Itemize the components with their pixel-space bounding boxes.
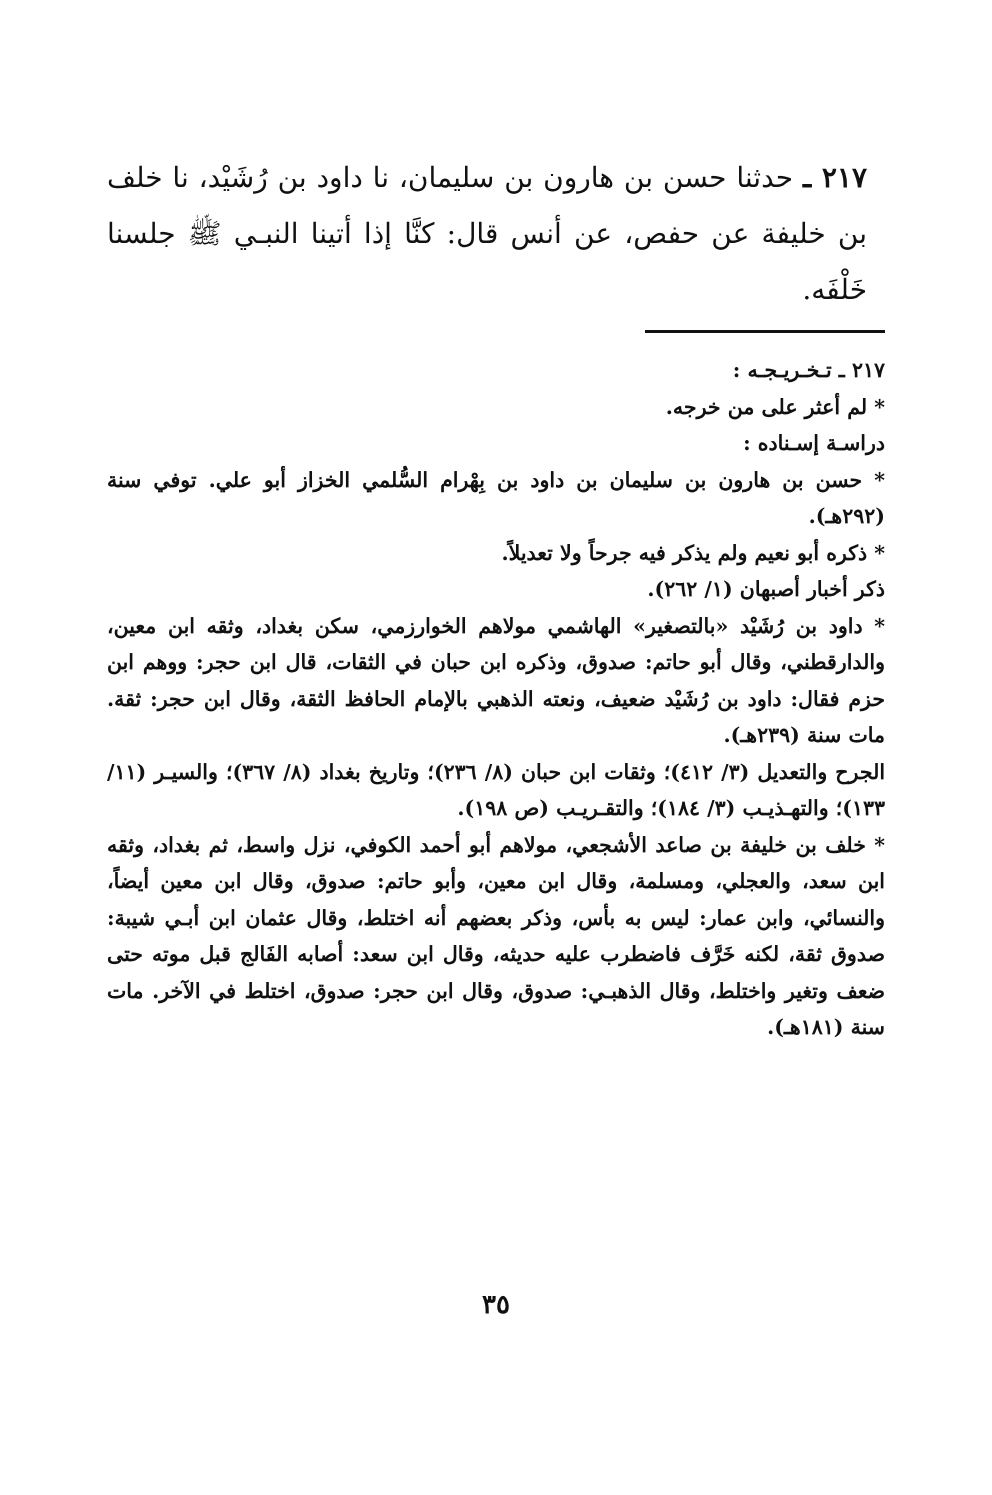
- hadith-text-block: [107, 150, 867, 318]
- takhrij-text: * لم أعثر على من خرجه.: [665, 394, 885, 419]
- note-paragraph: * خلف بن خليفة بن صاعد الأشجعي، مولاهم أبو أحمد الكوفي، نزل واسط، ثم بغداد، وثقه ابن سعد، والعجلي، ومسلمة، وقال ابن معين، وأبو حاتم: صدوق، وقال ابن معين أيضاً، والنسائي، وابن عمار: ليس به بأس، وذكر بعضهم أنه اختلط، وقال عثمان ابن أبـي شيبة: صدوق ثقة، لكنه خَرَّف فاضطرب عليه حديثه، وقال ابن سعد: أصابه الفَالج قبل موته حتى ضعف وتغير واختلط، وقال الذهبـي: صدوق، وقال ابن حجر: صدوق، اختلط في الآخر. مات سنة (١٨١هـ).: [107, 832, 885, 1039]
- page-number: ٣٥: [482, 1290, 510, 1320]
- hadith-body: حدثنا حسن بن هارون بن سليمان، نا داود بن رُشَيْد، نا خلف بن خليفة عن حفص، عن أنس قال: كنَّا إذا أتينا النبـي ﷺ جلسنا خَلْفَه.: [107, 161, 867, 306]
- note-paragraph: * حسن بن هارون بن سليمان بن داود بن بِهْرام السُّلمي الخزاز أبو علي. توفي سنة (٢٩٢هـ).: [107, 467, 885, 528]
- footnotes: [107, 352, 885, 1046]
- hadith-number: ٢١٧ ـ: [802, 161, 867, 194]
- note-paragraph: * ذكره أبو نعيم ولم يذكر فيه جرحاً ولا تعديلاً.: [501, 540, 885, 565]
- note-paragraph: ذكر أخبار أصبهان (١/ ٢٦٢).: [647, 577, 885, 601]
- takhrij-heading: ٢١٧ ـ تـخـريـجـه :: [732, 358, 885, 382]
- note-paragraph: الجرح والتعديل (٣/ ٤١٢)؛ وثقات ابن حبان (٨/ ٢٣٦)؛ وتاريخ بغداد (٨/ ٣٦٧)؛ والسيـر (١١/ ١٣٣)؛ والتهـذيـب (٣/ ١٨٤)؛ والتقـريـب (ص ١٩٨).: [107, 759, 886, 820]
- isnad-heading: دراسـة إسـناده :: [743, 431, 885, 455]
- footnote-separator: [645, 330, 885, 333]
- note-paragraph: * داود بن رُشَيْد «بالتصغير» الهاشمي مولاهم الخوارزمي، سكن بغداد، وثقه ابن معين، والدارقطني، وقال أبو حاتم: صدوق، وذكره ابن حبان في الثقات، قال ابن حجر: ووهم ابن حزم فقال: داود بن رُشَيْد ضعيف، ونعته الذهبي بالإمام الحافظ الثقة، وقال ابن حجر: ثقة. مات سنة (٢٣٩هـ).: [107, 613, 885, 747]
